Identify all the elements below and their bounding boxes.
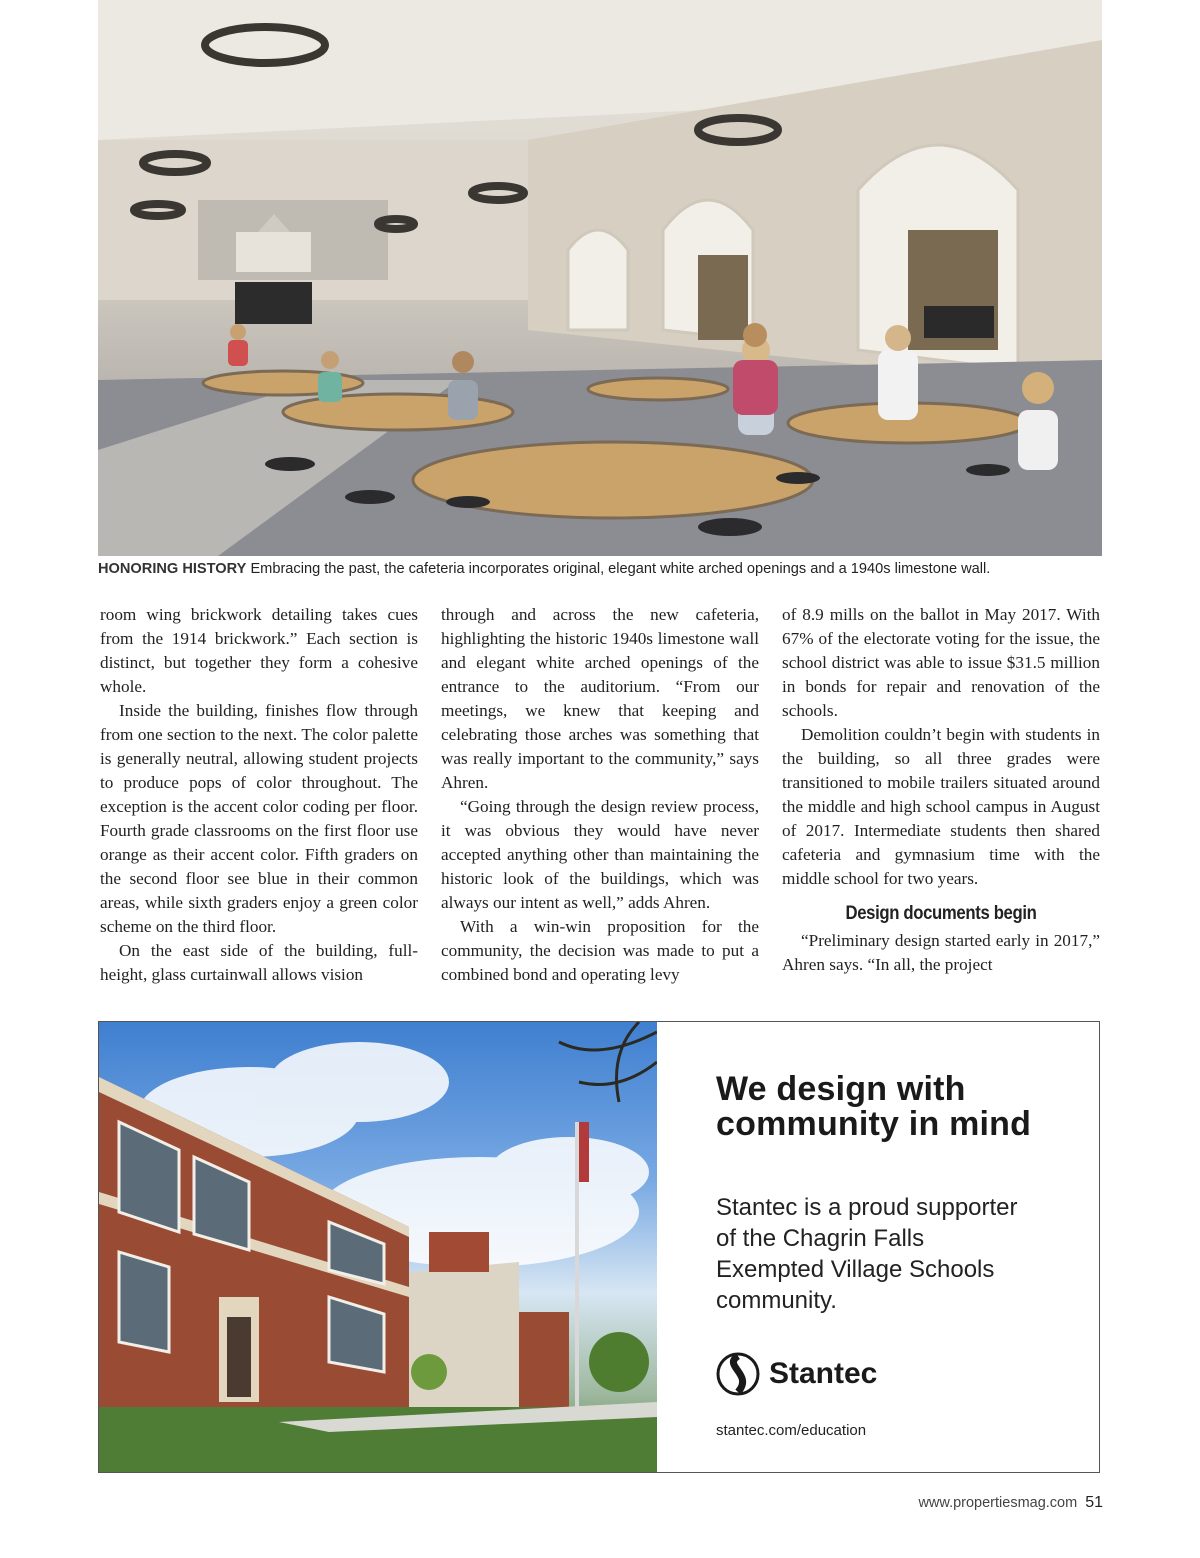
article-column-1 bbox=[100, 603, 418, 987]
school-building-photo bbox=[99, 1022, 657, 1473]
ad-headline: We design with community in mind bbox=[716, 1070, 1032, 1143]
stantec-logo-text: Stantec bbox=[769, 1357, 878, 1390]
ad-url-link[interactable]: stantec.com/education bbox=[716, 1422, 867, 1439]
school-building-illustration bbox=[99, 1022, 657, 1473]
paragraph: room wing brickwork detailing takes cues from the 1914 brickwork.” Each section is distinct, but together they form a cohesive whole. bbox=[100, 605, 418, 696]
stantec-advertisement bbox=[98, 1021, 1100, 1473]
page-footer bbox=[918, 1494, 1103, 1512]
paragraph: With a win-win proposition for the community, the decision was made to put a combined bond and operating levy bbox=[441, 917, 759, 984]
footer-site-url[interactable]: www.propertiesmag.com bbox=[918, 1495, 1078, 1511]
paragraph: On the east side of the building, full-height, glass curtainwall allows vision bbox=[100, 941, 418, 984]
stantec-logo-icon bbox=[716, 1352, 760, 1396]
cafeteria-illustration bbox=[98, 0, 1102, 556]
page-number: 51 bbox=[1085, 1494, 1103, 1511]
caption-lead: HONORING HISTORY bbox=[98, 561, 247, 577]
paragraph: Demolition couldn’t begin with students in the building, so all three grades were transitioned to mobile trailers situated around the middle and high school campus in August of 2017. Intermediate students then shared cafeteria and gymnasium time with the middle school for two years. bbox=[782, 725, 1100, 888]
paragraph: through and across the new cafeteria, highlighting the historic 1940s limestone wall and elegant white arched openings of the entrance to the auditorium. “From our meetings, we knew that keeping and celebrating those arches was something that was really important to the community,” says Ahren. bbox=[441, 605, 759, 792]
section-heading: Design documents begin bbox=[845, 903, 1037, 924]
article-column-3 bbox=[782, 603, 1100, 977]
paragraph: of 8.9 mills on the ballot in May 2017. With 67% of the electorate voting for the issue, the school district was able to issue $31.5 million in bonds for repair and renovation of the schools. bbox=[782, 605, 1100, 720]
ad-body-text: Stantec is a proud supporter of the Chagrin Falls Exempted Village Schools community. bbox=[716, 1194, 1018, 1314]
stantec-logo bbox=[716, 1352, 1016, 1398]
paragraph: “Going through the design review process, it was obvious they would have never accepted anything other than maintaining the historic look of the buildings, which was always our intent as well,” adds Ahren. bbox=[441, 797, 759, 912]
article-column-2 bbox=[441, 603, 759, 987]
caption-text: Embracing the past, the cafeteria incorporates original, elegant white arched openings and a 1940s limestone wall. bbox=[246, 561, 991, 577]
cafeteria-photo bbox=[98, 0, 1102, 556]
paragraph: Inside the building, finishes flow through from one section to the next. The color palette is generally neutral, allowing student projects to produce pops of color throughout. The exception is the accent color coding per floor. Fourth grade classrooms on the first floor use orange as their accent color. Fifth graders on the second floor see blue in their common areas, while sixth graders enjoy a green color scheme on the third floor. bbox=[100, 701, 418, 936]
paragraph: “Preliminary design started early in 2017,” Ahren says. “In all, the project bbox=[782, 931, 1100, 974]
photo-caption bbox=[98, 559, 1108, 579]
